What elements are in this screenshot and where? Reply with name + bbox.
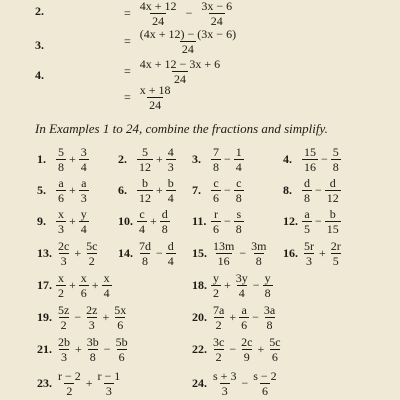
step-label: 3. xyxy=(35,38,44,52)
denominator: 2 xyxy=(60,318,67,332)
denominator: 4 xyxy=(80,222,87,236)
example-number: 8. xyxy=(283,183,292,197)
numerator: 5x xyxy=(114,303,127,317)
denominator: 6 xyxy=(118,350,125,364)
denominator: 2 xyxy=(66,384,73,398)
denominator: 3 xyxy=(306,254,312,268)
fraction xyxy=(234,208,244,235)
example-24 xyxy=(192,370,280,397)
example-13 xyxy=(37,240,100,267)
fraction xyxy=(302,208,312,235)
numerator: 5r xyxy=(304,239,314,253)
fraction xyxy=(262,304,277,331)
numerator: 4 xyxy=(167,145,174,159)
denominator: 6 xyxy=(271,350,278,364)
example-9 xyxy=(37,208,90,235)
operator: − xyxy=(224,152,231,166)
numerator: b xyxy=(167,176,174,190)
example-19 xyxy=(37,304,129,331)
fraction xyxy=(331,146,341,173)
numerator: 3 xyxy=(80,145,87,159)
fraction xyxy=(211,146,221,173)
denominator: 8 xyxy=(264,286,271,300)
numerator: y xyxy=(264,271,271,285)
denominator: 4 xyxy=(167,191,174,205)
example-22 xyxy=(192,336,284,363)
operator: − xyxy=(74,310,82,324)
operator: + xyxy=(69,183,76,197)
fraction xyxy=(211,336,226,363)
fraction xyxy=(114,336,130,363)
denominator: 2 xyxy=(215,350,222,364)
fraction: $\frac{(4x + 12) - (3x - 6)}{24}$ xyxy=(139,27,237,56)
example-number: 15. xyxy=(192,246,207,260)
denominator: 8 xyxy=(213,160,219,174)
example-10 xyxy=(118,208,171,235)
denominator: 3 xyxy=(60,254,67,268)
operator: + xyxy=(224,278,231,292)
denominator: 4 xyxy=(167,254,174,268)
example-number: 12. xyxy=(283,214,298,228)
step-label: 4. xyxy=(35,68,44,82)
example-14 xyxy=(118,240,177,267)
numerator: d xyxy=(304,176,310,190)
fraction xyxy=(166,240,176,267)
operator: − xyxy=(321,152,328,166)
example-number: 3. xyxy=(192,152,201,166)
operator: − xyxy=(103,342,111,356)
fraction xyxy=(137,177,153,204)
denominator: 12 xyxy=(139,191,151,205)
fraction xyxy=(102,272,112,299)
denominator: 4 xyxy=(139,222,145,236)
example-number: 14. xyxy=(118,246,133,260)
operator: + xyxy=(69,152,76,166)
numerator: s − 2 xyxy=(253,369,277,383)
denominator: 3 xyxy=(61,350,67,364)
fraction: $\frac{4x + 12}{24}$ xyxy=(139,0,177,28)
fraction xyxy=(239,336,254,363)
example-21 xyxy=(37,336,131,363)
numerator: r − 1 xyxy=(97,369,121,383)
fraction xyxy=(325,208,341,235)
fraction xyxy=(79,177,89,204)
fraction xyxy=(251,370,278,397)
operator: + xyxy=(69,278,76,292)
example-number: 13. xyxy=(37,246,52,260)
fraction xyxy=(137,240,153,267)
example-11 xyxy=(192,208,245,235)
fraction xyxy=(166,146,176,173)
example-number: 9. xyxy=(37,214,46,228)
fraction xyxy=(56,240,71,267)
denominator: 6 xyxy=(213,191,219,205)
example-number: 23. xyxy=(37,376,52,390)
denominator: 3 xyxy=(221,384,228,398)
numerator: a xyxy=(81,176,87,190)
step-4-expression: = $\frac{4x + 12 - 3x + 6}{24}$ xyxy=(124,57,221,86)
fraction xyxy=(96,370,123,397)
denominator: 4 xyxy=(103,286,110,300)
numerator: 7 xyxy=(213,145,219,159)
denominator: 8 xyxy=(304,191,310,205)
denominator: 3 xyxy=(88,318,95,332)
fraction xyxy=(263,272,273,299)
denominator: 6 xyxy=(241,318,248,332)
fraction xyxy=(56,336,72,363)
numerator: 2c xyxy=(241,335,253,349)
denominator: 8 xyxy=(255,254,262,268)
example-16 xyxy=(283,240,344,267)
example-number: 16. xyxy=(283,246,298,260)
example-15 xyxy=(192,240,269,267)
numerator: 2b xyxy=(58,335,70,349)
numerator: d xyxy=(167,239,174,253)
fraction: $\frac{x + 18}{24}$ xyxy=(139,83,171,112)
numerator: 1 xyxy=(235,145,242,159)
fraction xyxy=(302,240,316,267)
fraction xyxy=(234,177,244,204)
fraction xyxy=(267,336,282,363)
example-12 xyxy=(283,208,342,235)
numerator: d xyxy=(329,176,336,190)
numerator: 7d xyxy=(139,239,151,253)
fraction xyxy=(211,208,221,235)
numerator: 2z xyxy=(86,303,98,317)
operator: − xyxy=(229,342,237,356)
numerator: 5c xyxy=(86,239,98,253)
denominator: 3 xyxy=(167,160,174,174)
operator: + xyxy=(156,152,163,166)
denominator: 4 xyxy=(235,160,242,174)
fraction xyxy=(56,177,66,204)
fraction xyxy=(249,240,268,267)
numerator: b xyxy=(142,176,148,190)
denominator: 2 xyxy=(213,286,219,300)
fraction: $\frac{4x + 12 - 3x + 6}{24}$ xyxy=(139,57,221,86)
numerator: c xyxy=(139,207,145,221)
operator: − xyxy=(252,278,260,292)
operator: + xyxy=(69,214,76,228)
example-number: 17. xyxy=(37,278,52,292)
operator: + xyxy=(74,246,82,260)
fraction xyxy=(211,240,236,267)
denominator: 8 xyxy=(161,222,168,236)
denominator: 6 xyxy=(261,384,268,398)
denominator: 6 xyxy=(58,191,64,205)
denominator: 4 xyxy=(80,160,87,174)
fraction xyxy=(234,272,250,299)
denominator: 6 xyxy=(117,318,124,332)
example-number: 4. xyxy=(283,152,292,166)
numerator: y xyxy=(213,271,219,285)
numerator: y xyxy=(80,207,87,221)
example-4 xyxy=(283,146,342,173)
denominator: 6 xyxy=(80,286,87,300)
operator: + xyxy=(156,183,163,197)
numerator: 3c xyxy=(213,335,225,349)
numerator: 3m xyxy=(251,239,267,253)
numerator: 13m xyxy=(213,239,235,253)
example-number: 10. xyxy=(118,214,133,228)
step-5-expression: = $\frac{x + 18}{24}$ xyxy=(124,83,171,112)
denominator: 2 xyxy=(215,318,222,332)
example-number: 1. xyxy=(37,152,46,166)
fraction xyxy=(211,304,226,331)
example-number: 5. xyxy=(37,183,46,197)
numerator: a xyxy=(58,176,64,190)
example-7 xyxy=(192,177,245,204)
numerator: c xyxy=(236,176,242,190)
numerator: 2r xyxy=(330,239,341,253)
denominator: 8 xyxy=(89,350,96,364)
numerator: d xyxy=(161,207,168,221)
denominator: 8 xyxy=(58,160,64,174)
example-number: 21. xyxy=(37,342,52,356)
numerator: 5 xyxy=(142,145,148,159)
example-17 xyxy=(37,272,113,299)
fraction xyxy=(84,240,99,267)
fraction xyxy=(160,208,170,235)
denominator: 6 xyxy=(213,222,219,236)
fraction xyxy=(211,177,221,204)
fraction xyxy=(302,177,312,204)
denominator: 3 xyxy=(105,384,112,398)
fraction xyxy=(84,304,99,331)
example-2 xyxy=(118,146,177,173)
numerator: r − 2 xyxy=(58,369,81,383)
example-number: 7. xyxy=(192,183,201,197)
numerator: r xyxy=(214,207,218,221)
numerator: 3b xyxy=(86,335,99,349)
step-label: 2. xyxy=(35,4,44,18)
example-5 xyxy=(37,177,90,204)
numerator: 5c xyxy=(269,335,281,349)
operator: − xyxy=(315,183,322,197)
operator: + xyxy=(102,310,110,324)
example-number: 18. xyxy=(192,278,207,292)
operator: − xyxy=(156,246,163,260)
numerator: x xyxy=(58,207,64,221)
numerator: 3y xyxy=(235,271,248,285)
denominator: 9 xyxy=(243,350,250,364)
operator: − xyxy=(239,246,247,260)
denominator: 2 xyxy=(58,286,64,300)
fraction xyxy=(79,272,89,299)
example-23 xyxy=(37,370,123,397)
step-2-expression: = $\frac{4x + 12}{24}$ − $\frac{3x - 6}{24}$ xyxy=(124,0,233,28)
example-6 xyxy=(118,177,177,204)
denominator: 16 xyxy=(304,160,316,174)
denominator: 5 xyxy=(304,222,310,236)
operator: + xyxy=(229,310,237,324)
denominator: 12 xyxy=(139,160,151,174)
numerator: 15 xyxy=(304,145,316,159)
numerator: 5 xyxy=(58,145,64,159)
example-20 xyxy=(192,304,278,331)
denominator: 8 xyxy=(235,222,242,236)
numerator: x xyxy=(80,271,87,285)
numerator: a xyxy=(304,207,310,221)
operator: + xyxy=(85,376,93,390)
example-3 xyxy=(192,146,245,173)
numerator: 5z xyxy=(58,303,70,317)
fraction xyxy=(166,177,176,204)
example-number: 6. xyxy=(118,183,127,197)
operator: − xyxy=(315,214,322,228)
fraction xyxy=(137,208,147,235)
fraction xyxy=(79,208,89,235)
fraction xyxy=(239,304,249,331)
denominator: 3 xyxy=(58,222,64,236)
fraction xyxy=(85,336,101,363)
numerator: s + 3 xyxy=(213,369,237,383)
operator: − xyxy=(224,214,231,228)
denominator: 12 xyxy=(326,191,339,205)
fraction xyxy=(56,146,66,173)
numerator: s xyxy=(236,207,242,221)
example-number: 19. xyxy=(37,310,52,324)
denominator: 15 xyxy=(326,222,339,236)
fraction xyxy=(56,370,83,397)
fraction xyxy=(112,304,128,331)
numerator: 5b xyxy=(115,335,128,349)
numerator: 7a xyxy=(213,303,225,317)
denominator: 8 xyxy=(142,254,148,268)
operator: + xyxy=(75,342,82,356)
denominator: 4 xyxy=(238,286,245,300)
example-1 xyxy=(37,146,90,173)
example-18 xyxy=(192,272,274,299)
numerator: 5 xyxy=(332,145,339,159)
operator: + xyxy=(150,214,157,228)
numerator: c xyxy=(213,176,219,190)
operator: + xyxy=(257,342,265,356)
numerator: x xyxy=(58,271,64,285)
example-number: 2. xyxy=(118,152,127,166)
denominator: 5 xyxy=(332,254,339,268)
operator: + xyxy=(91,278,99,292)
example-number: 11. xyxy=(192,214,207,228)
step-3-expression: = $\frac{(4x + 12) - (3x - 6)}{24}$ xyxy=(124,27,237,56)
fraction xyxy=(137,146,153,173)
numerator: 3a xyxy=(263,303,276,317)
fraction xyxy=(211,370,238,397)
fraction xyxy=(56,272,66,299)
operator: + xyxy=(319,246,326,260)
example-number: 22. xyxy=(192,342,207,356)
fraction xyxy=(302,146,318,173)
fraction xyxy=(211,272,221,299)
denominator: 16 xyxy=(217,254,230,268)
denominator: 8 xyxy=(235,191,242,205)
example-number: 20. xyxy=(192,310,207,324)
numerator: x xyxy=(103,271,110,285)
fraction xyxy=(234,146,244,173)
numerator: a xyxy=(241,303,247,317)
denominator: 2 xyxy=(88,254,95,268)
numerator: b xyxy=(329,207,336,221)
instructions: In Examples 1 to 24, combine the fractions and simplify. xyxy=(35,121,328,136)
fraction xyxy=(56,304,71,331)
fraction xyxy=(56,208,66,235)
example-number: 24. xyxy=(192,376,207,390)
operator: − xyxy=(224,183,231,197)
denominator: 8 xyxy=(266,318,273,332)
fraction: $\frac{3x - 6}{24}$ xyxy=(201,0,233,28)
example-8 xyxy=(283,177,342,204)
denominator: 8 xyxy=(332,160,339,174)
fraction xyxy=(329,240,343,267)
fraction xyxy=(79,146,89,173)
numerator: 2c xyxy=(58,239,70,253)
fraction xyxy=(325,177,341,204)
operator: − xyxy=(241,376,249,390)
denominator: 3 xyxy=(80,191,87,205)
operator: − xyxy=(252,310,259,324)
